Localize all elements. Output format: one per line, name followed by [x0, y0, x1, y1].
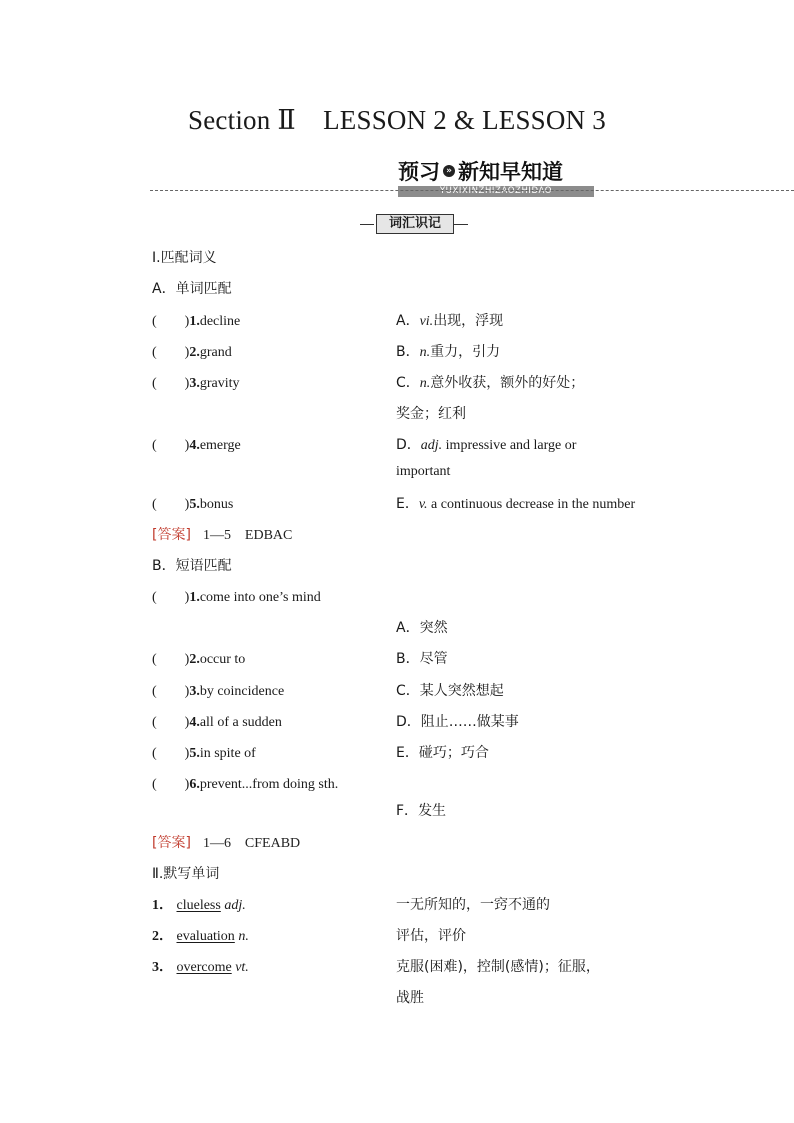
option-item: B．n.重力，引力 [396, 344, 501, 360]
option-item-cont: 奖金；红利 [396, 406, 466, 422]
list-item: ( )4.emerge [152, 438, 241, 453]
list-item: ( )2.occur to [152, 652, 246, 667]
list-item: ( )1.come into one’s mind [152, 590, 321, 605]
list-item: ( )3.by coincidence [152, 684, 285, 699]
word-meaning: 一无所知的，一窍不通的 [396, 897, 550, 913]
dashed-divider [150, 190, 794, 191]
option-item: F．发生 [396, 803, 447, 819]
option-item: D．adj. impressive and large or [396, 437, 577, 453]
part2-heading: Ⅱ.默写单词 [152, 866, 220, 882]
word-meaning-cont: 战胜 [396, 990, 424, 1006]
option-item: B．尽管 [396, 651, 448, 667]
banner-main-text-2: 新知早知道 [458, 160, 563, 184]
banner-main-text: 预习 [398, 160, 440, 184]
list-item: ( )3.gravity [152, 376, 240, 391]
option-item-cont: important [396, 464, 451, 479]
vocab-tag [360, 214, 468, 234]
list-item: 2． evaluation n. [152, 929, 249, 944]
option-item: A．突然 [396, 620, 448, 636]
list-item: ( )4.all of a sudden [152, 715, 282, 730]
sectionA-heading: A．单词匹配 [152, 281, 232, 297]
option-item: A．vi.出现，浮现 [396, 313, 504, 329]
option-item: E．碰巧；巧合 [396, 745, 489, 761]
list-item: ( )2.grand [152, 345, 232, 360]
word-meaning: 评估，评价 [396, 928, 466, 944]
banner-arrow-icon: » [443, 165, 455, 177]
preview-banner [398, 158, 594, 198]
sectionB-answer: [答案] 1—6 CFEABD [152, 835, 301, 851]
list-item: ( )1.decline [152, 314, 241, 329]
list-item: ( )6.prevent...from doing sth. [152, 777, 339, 792]
part1-heading: Ⅰ.匹配词义 [152, 250, 217, 266]
sectionB-heading: B．短语匹配 [152, 558, 232, 574]
list-item: 3． overcome vt. [152, 960, 249, 975]
list-item: ( )5.in spite of [152, 746, 256, 761]
option-item: D．阻止……做某事 [396, 714, 519, 730]
page-title: Section Ⅱ LESSON 2 & LESSON 3 [188, 105, 606, 135]
list-item: ( )5.bonus [152, 497, 234, 512]
vocab-tag-label: 词汇识记 [376, 214, 454, 234]
sectionA-answer: [答案] 1—5 EDBAC [152, 527, 293, 543]
option-item: E．v. a continuous decrease in the number [396, 496, 636, 512]
list-item: 1． clueless adj. [152, 898, 246, 913]
option-item: C．某人突然想起 [396, 683, 504, 699]
option-item: C．n.意外收获，额外的好处； [396, 375, 585, 391]
banner-pinyin: YUXIXINZHIZAOZHIDAO [398, 186, 594, 197]
word-meaning: 克服(困难)，控制(感情)；征服， [396, 959, 600, 975]
